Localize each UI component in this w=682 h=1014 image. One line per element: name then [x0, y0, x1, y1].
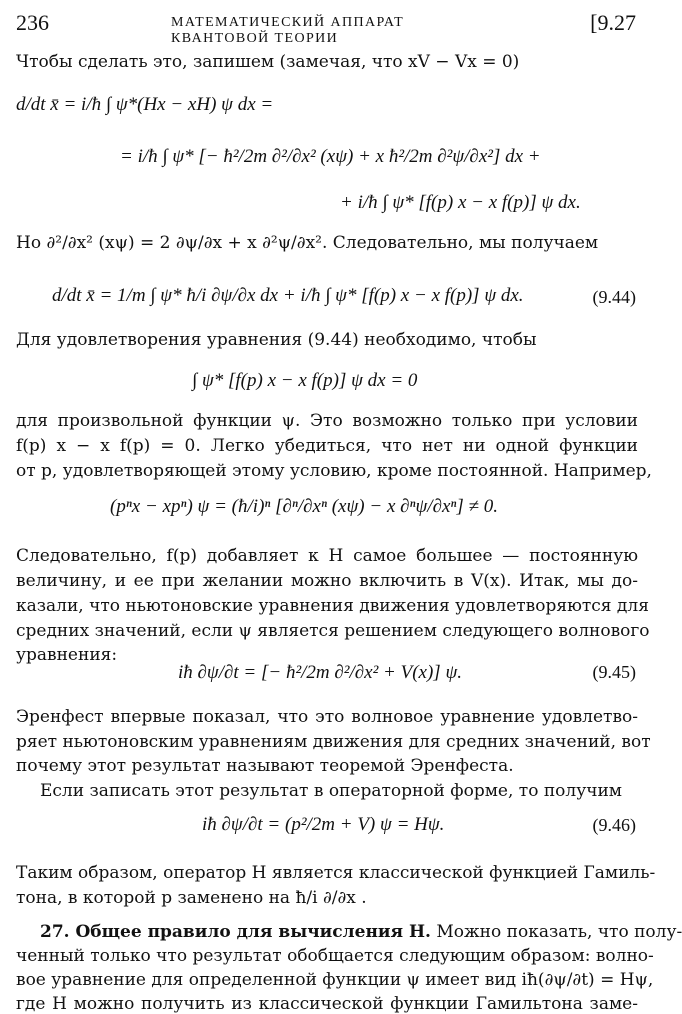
paragraph-line: Таким образом, оператор H является классической функцией Гамиль-	[16, 863, 656, 883]
equation-line: d/dt x̄ = i/ħ ∫ ψ*(Hx − xH) ψ dx =	[16, 94, 274, 115]
equation-line: = i/ħ ∫ ψ* [− ħ²/2m ∂²/∂x² (xψ) + x ħ²/2m ∂²ψ/∂x²] dx +	[120, 146, 541, 167]
equation-pn: (pⁿx − xpⁿ) ψ = (ħ/i)ⁿ [∂ⁿ/∂xⁿ (xψ) − x ∂ⁿψ/∂xⁿ] ≠ 0.	[110, 496, 498, 517]
equation-9-45: iħ ∂ψ/∂t = [− ħ²/2m ∂²/∂x² + V(x)] ψ.	[178, 662, 462, 683]
paragraph-line: Если записать этот результат в операторной форме, то получим	[40, 781, 623, 801]
section-title: 27. Общее правило для вычисления H.	[40, 922, 431, 942]
paragraph-line: Но ∂²/∂x² (xψ) = 2 ∂ψ/∂x + x ∂²ψ/∂x². Следовательно, мы получаем	[16, 233, 599, 253]
paragraph-line: ряет ньютоновским уравнениям движения для средних значений, вот	[16, 732, 651, 752]
paragraph-line: казали, что ньютоновские уравнения движения удовлетворяются для	[16, 596, 649, 616]
paragraph-line: уравнения:	[16, 645, 118, 665]
paragraph-line: f(p) x − x f(p) = 0. Легко убедиться, что нет ни одной функции	[16, 436, 638, 456]
equation-number: (9.44)	[592, 287, 636, 307]
paragraph-line: для произвольной функции ψ. Это возможно только при условии	[16, 411, 638, 431]
equation-integral: ∫ ψ* [f(p) x − x f(p)] ψ dx = 0	[192, 370, 418, 391]
paragraph-line: величину, и ее при желании можно включить в V(x). Итак, мы до-	[16, 571, 638, 591]
paragraph-line: где H можно получить из классической функции Гамильтона заме-	[16, 994, 638, 1014]
paragraph-line: Чтобы сделать это, запишем (замечая, что xV − Vx = 0)	[16, 52, 520, 72]
equation-9-44: d/dt x̄ = 1/m ∫ ψ* ħ/i ∂ψ/∂x dx + i/ħ ∫ ψ* [f(p) x − x f(p)] ψ dx.	[52, 285, 524, 306]
equation-9-46: iħ ∂ψ/∂t = (p²/2m + V) ψ = Hψ.	[202, 814, 445, 835]
paragraph-line: Для удовлетворения уравнения (9.44) необходимо, чтобы	[16, 330, 537, 350]
paragraph-line: вое уравнение для определенной функции ψ имеет вид iħ(∂ψ/∂t) = Hψ,	[16, 970, 654, 990]
paragraph-line: от p, удовлетворяющей этому условию, кроме постоянной. Например,	[16, 461, 652, 481]
paragraph-text: Можно показать, что полу-	[430, 922, 682, 942]
paragraph-line: Эренфест впервые показал, что это волновое уравнение удовлетво-	[16, 707, 638, 727]
paragraph-line: Следовательно, f(p) добавляет к H самое большее — постоянную	[16, 546, 638, 566]
equation-line: + i/ħ ∫ ψ* [f(p) x − x f(p)] ψ dx.	[340, 192, 581, 213]
paragraph-line: тона, в которой p заменено на ħ/i ∂/∂x .	[16, 888, 367, 908]
section-reference: [9.27	[590, 10, 636, 35]
page-number: 236	[16, 10, 49, 35]
running-header	[16, 10, 636, 46]
section-paragraph-first-line	[40, 922, 682, 942]
equation-number: (9.46)	[592, 815, 636, 835]
equation-number: (9.45)	[592, 662, 636, 682]
running-title: МАТЕМАТИЧЕСКИЙ АППАРАТ КВАНТОВОЙ ТЕОРИИ	[171, 15, 405, 46]
paragraph-line: почему этот результат называют теоремой Эренфеста.	[16, 756, 514, 776]
paragraph-line: средних значений, если ψ является решением следующего волнового	[16, 621, 650, 641]
paragraph-line: ченный только что результат обобщается следующим образом: волно-	[16, 946, 654, 966]
